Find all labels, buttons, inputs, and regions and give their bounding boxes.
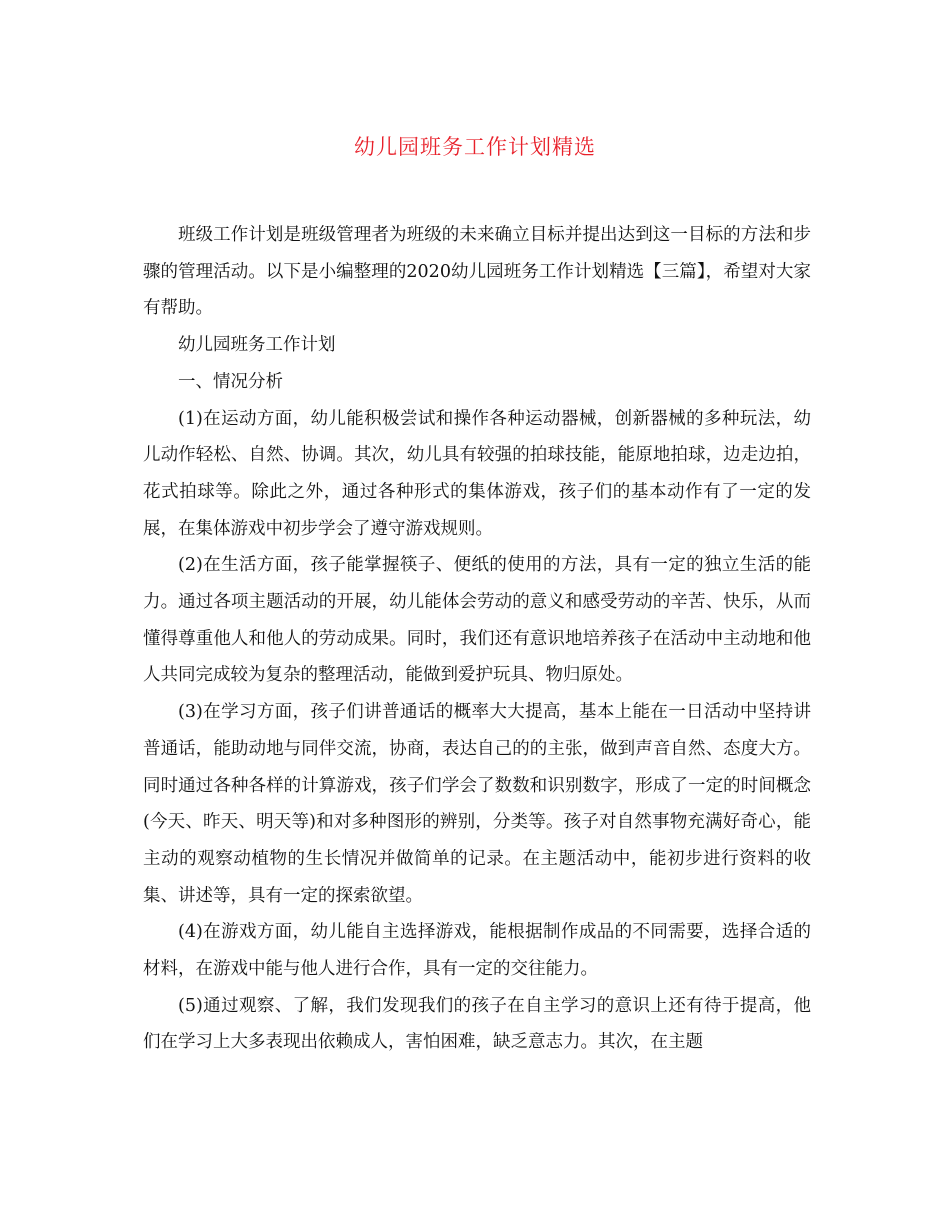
intro-paragraph: 班级工作计划是班级管理者为班级的未来确立目标并提出达到这一目标的方法和步骤的管理活动。以下是小编整理的2020幼儿园班务工作计划精选【三篇】，希望对大家有帮助。 (143, 225, 811, 319)
paragraph-life: (2)在生活方面，孩子能掌握筷子、便纸的使用的方法，具有一定的独立生活的能力。通过各项主题活动的开展，幼儿能体会劳动的意义和感受劳动的辛苦、快乐，从而懂得尊重他人和他人的劳动成果。同时，我们还有意识地培养孩子在活动中主动地和他人共同完成较为复杂的整理活动，能做到爱护玩具、物归原处。 (143, 555, 811, 686)
paragraph-observation: (5)通过观察、了解，我们发现我们的孩子在自主学习的意识上还有待于提高，他们在学习上大多表现出依赖成人，害怕困难，缺乏意志力。其次，在主题 (143, 995, 811, 1053)
subsection-heading: 一、情况分析 (178, 371, 283, 392)
document-title: 幼儿园班务工作计划精选 (354, 135, 596, 159)
paragraph-study: (3)在学习方面，孩子们讲普通话的概率大大提高，基本上能在一日活动中坚持讲普通话，能助动地与同伴交流，协商，表达自己的的主张，做到声音自然、态度大方。同时通过各种各样的计算游戏，孩子们学会了数数和识别数字，形成了一定的时间概念(今天、昨天、明天等)和对多种图形的辨别，分类等。孩子对自然事物充满好奇心，能主动的观察动植物的生长情况并做简单的记录。在主题活动中，能初步进行资料的收集、讲述等，具有一定的探索欲望。 (143, 702, 811, 906)
paragraph-games: (4)在游戏方面，幼儿能自主选择游戏，能根据制作成品的不同需要，选择合适的材料，在游戏中能与他人进行合作，具有一定的交往能力。 (143, 922, 811, 980)
section-heading: 幼儿园班务工作计划 (178, 335, 336, 356)
paragraph-sports: (1)在运动方面，幼儿能积极尝试和操作各种运动器械，创新器械的多种玩法，幼儿动作轻松、自然、协调。其次，幼儿具有较强的拍球技能，能原地拍球，边走边拍，花式拍球等。除此之外，通过各种形式的集体游戏，孩子们的基本动作有了一定的发展，在集体游戏中初步学会了遵守游戏规则。 (143, 408, 811, 539)
document-body (143, 217, 811, 1061)
